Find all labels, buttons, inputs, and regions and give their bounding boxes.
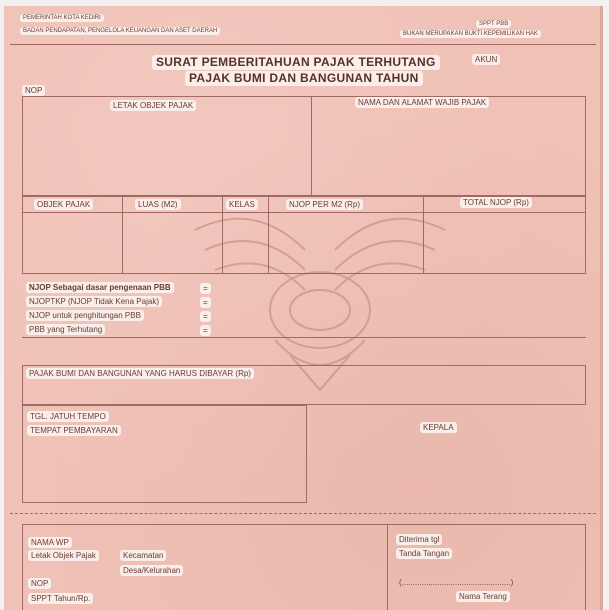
form-title-line2: PAJAK BUMI DAN BANGUNAN TAHUN xyxy=(185,71,423,86)
calc-divider xyxy=(22,337,586,338)
njop-perhitungan-eq: = xyxy=(200,311,211,322)
form-title-line1: SURAT PEMBERITAHUAN PAJAK TERHUTANG xyxy=(152,55,440,70)
receipt-divider xyxy=(387,524,388,610)
kepala-label: KEPALA xyxy=(420,422,457,433)
table-col-divider xyxy=(222,196,223,274)
table-col-divider xyxy=(122,196,123,274)
location-section xyxy=(22,96,586,196)
nama-wp-label: NAMA WP xyxy=(28,537,72,548)
sppt-label: SPPT PBB xyxy=(476,20,511,28)
nama-alamat-label: NAMA DAN ALAMAT WAJIB PAJAK xyxy=(355,97,489,108)
badan-label: BADAN PENDAPATAN, PENGELOLA KEUANGAN DAN ASET DAERAH xyxy=(20,27,220,35)
tear-line xyxy=(10,513,596,514)
tanda-tangan-label: Tanda Tangan xyxy=(396,548,452,559)
tempat-pembayaran-label: TEMPAT PEMBAYARAN xyxy=(27,425,121,436)
table-col-divider xyxy=(268,196,269,274)
signature-bracket: (.................................................) xyxy=(399,578,514,587)
pbb-terhutang-label: PBB yang Terhutang xyxy=(26,324,105,335)
sppt-tahun-label: SPPT Tahun/Rp. xyxy=(28,593,93,604)
table-col-divider xyxy=(423,196,424,274)
bukan-bukti-label: BUKAN MERUPAKAN BUKTI KEPEMILIKAN HAK xyxy=(400,30,541,38)
jatuh-tempo-label: TGL. JATUH TEMPO xyxy=(27,411,109,422)
location-divider xyxy=(311,96,312,196)
pemerintah-label: PEMERINTAH KOTA KEDIRI xyxy=(20,14,104,22)
njop-perhitungan-label: NJOP untuk penghitungan PBB xyxy=(26,310,144,321)
kecamatan-label: Kecamatan xyxy=(120,550,166,561)
nama-terang-label: Nama Terang xyxy=(456,591,510,602)
nop-label: NOP xyxy=(22,85,45,96)
letak-objek-label: LETAK OBJEK PAJAK xyxy=(110,100,196,111)
table-header-njop-m2: NJOP PER M2 (Rp) xyxy=(286,199,363,210)
pbb-terhutang-eq: = xyxy=(200,325,211,336)
table-header-divider xyxy=(22,212,586,213)
diterima-label: Diterima tgl xyxy=(396,534,442,545)
header-divider xyxy=(10,44,596,45)
table-header-objek: OBJEK PAJAK xyxy=(34,199,93,210)
njop-dasar-eq: = xyxy=(200,283,211,294)
harus-dibayar-label: PAJAK BUMI DAN BANGUNAN YANG HARUS DIBAYAR (Rp) xyxy=(26,368,254,379)
letak-objek-receipt-label: Letak Objek Pajak xyxy=(28,550,99,561)
akun-label: AKUN xyxy=(472,54,500,65)
table-header-kelas: KELAS xyxy=(226,199,258,210)
table-header-total-njop: TOTAL NJOP (Rp) xyxy=(460,197,532,208)
nop-receipt-label: NOP xyxy=(28,578,51,589)
njop-dasar-label: NJOP Sebagai dasar pengenaan PBB xyxy=(26,282,174,293)
desa-label: Desa/Kelurahan xyxy=(120,565,183,576)
njoptkp-eq: = xyxy=(200,297,211,308)
njoptkp-label: NJOPTKP (NJOP Tidak Kena Pajak) xyxy=(26,296,162,307)
table-header-luas: LUAS (M2) xyxy=(135,199,181,210)
